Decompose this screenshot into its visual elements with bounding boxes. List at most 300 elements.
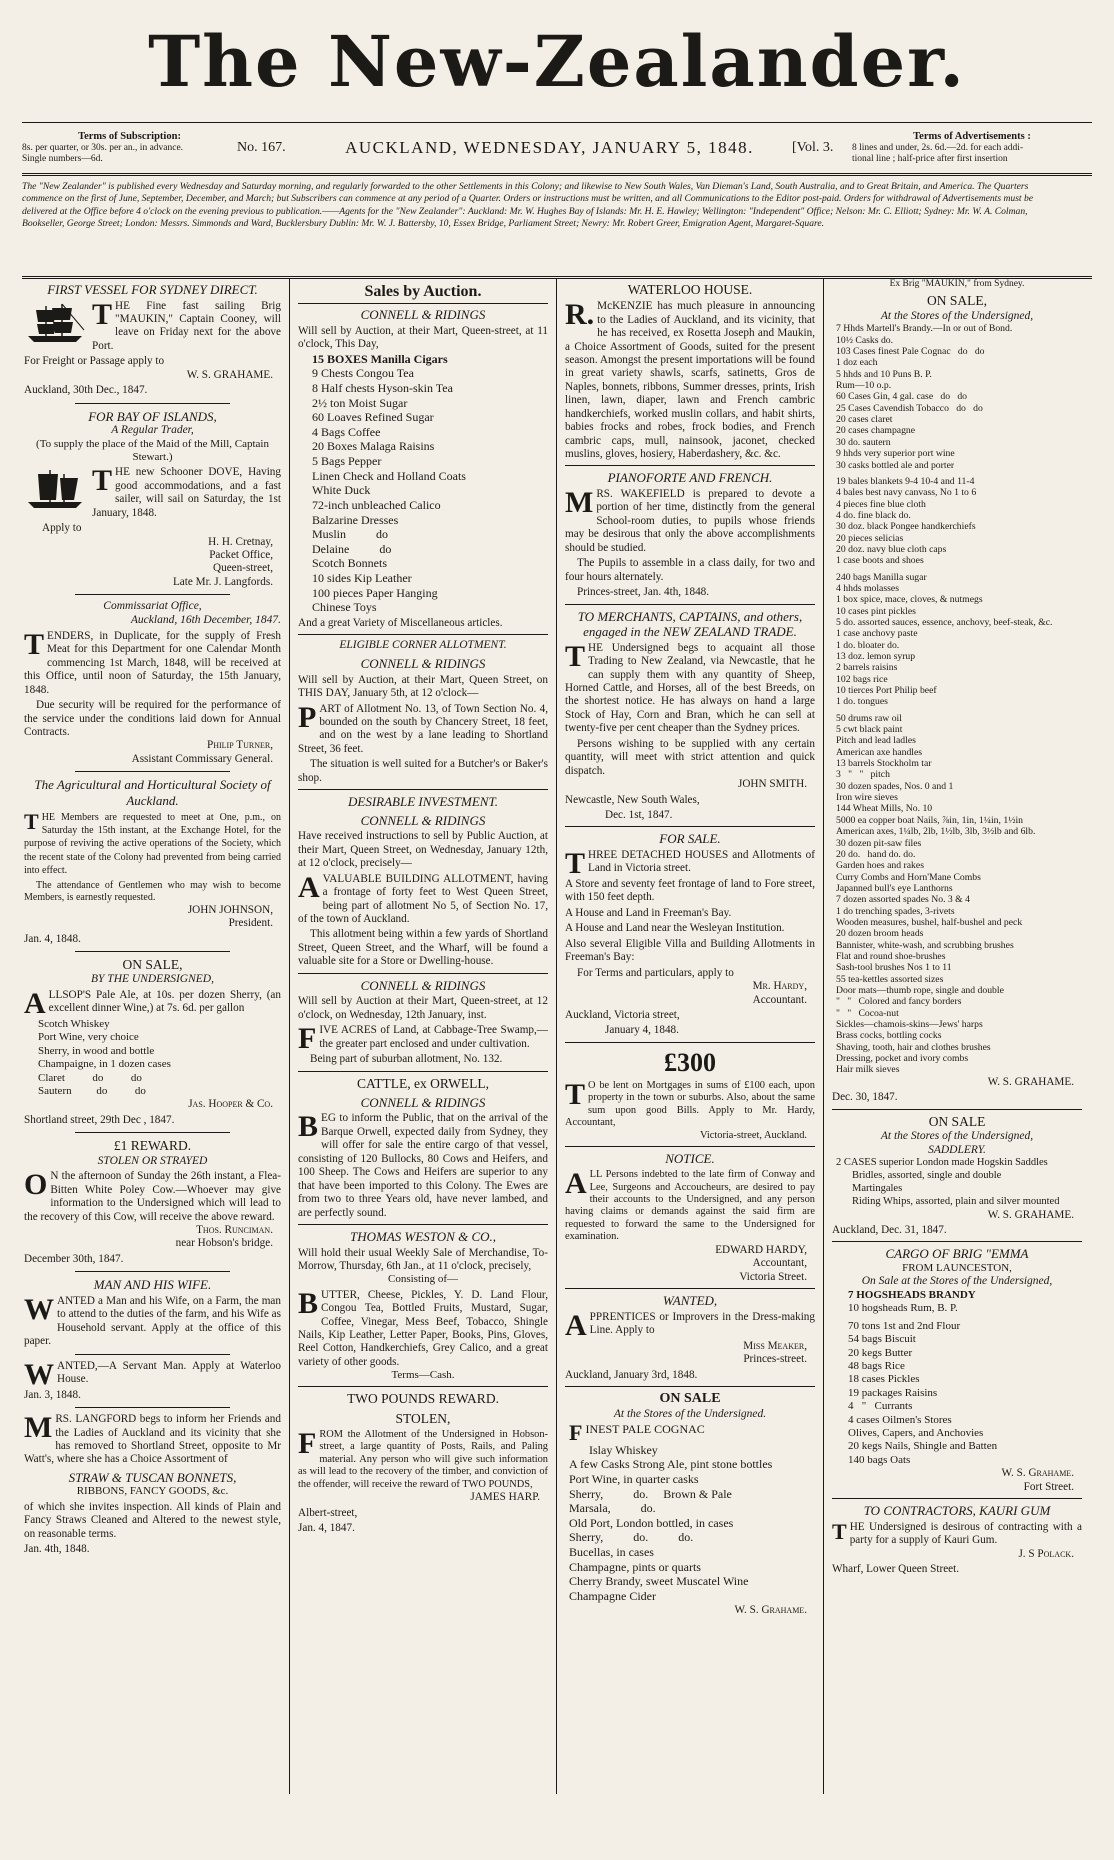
advert-body: The situation is well suited for a Butcher's or Baker's shop. xyxy=(298,758,548,784)
drop-cap: T xyxy=(92,297,113,331)
list-item: American axe handles xyxy=(836,746,923,758)
list-item: 20 doz. navy blue cloth caps xyxy=(836,543,947,555)
list-item: 30 doz. black Pongee handkerchiefs xyxy=(836,521,976,533)
dateline xyxy=(22,123,1092,173)
list-item: 72-inch unbleached Calico xyxy=(312,497,441,512)
advert-body: ANTED,—A Servant Man. Apply at Waterloo House. xyxy=(57,1359,281,1386)
place-and-date: AUCKLAND, WEDNESDAY, JANUARY 5, 1848. xyxy=(345,138,754,158)
divider xyxy=(565,1146,815,1147)
advert-body: Will sell by Auction, at their Mart, Queen Street, on THIS DAY, January 5th, at 12 o'clock— xyxy=(298,673,548,700)
list-item: Flat and round shoe-brushes xyxy=(836,950,946,962)
advert-body: LLSOP'S Pale Ale, at 10s. per dozen Sherry, (an excellent dinner Wine,) at 7s. 6d. per gallon xyxy=(48,989,281,1015)
advert-body: This allotment being within a few yards of Shortland Street, Queen Street, and the Wharf, will be found a valuable site for a Store or Dwelling-house. xyxy=(298,928,548,968)
list-item: 2 barrels raisins xyxy=(836,662,898,674)
advert-body: Persons wishing to be supplied with any certain quantity, will meet with strict attention and quick dispatch. xyxy=(565,737,815,777)
advert-date: December 30th, 1847. xyxy=(24,1252,124,1265)
list-item: 4 Bags Coffee xyxy=(312,424,381,439)
advert-subtitle: At the Stores of the Undersigned. xyxy=(613,1407,767,1420)
advert-signature: Mr. Hardy, xyxy=(752,980,807,993)
column-2 xyxy=(289,279,556,1794)
list-item: 55 tea-kettles assorted sizes xyxy=(836,973,944,985)
list-item: 20 kegs Butter xyxy=(848,1346,913,1359)
divider xyxy=(565,465,815,466)
item-list xyxy=(565,1422,815,1604)
masthead-title: The New-Zealander. xyxy=(148,20,966,103)
advert-body: ENDERS, in Duplicate, for the supply of Fresh Meat for this Department for one Calendar Month commencing 1st March, 1848, will be received at this Office, until noon of Saturday, the 15th January, 1848. xyxy=(24,629,281,696)
list-item: 1 case anchovy paste xyxy=(836,628,918,640)
advert-body: And a great Variety of Miscellaneous articles. xyxy=(298,616,503,629)
advert-signature: Miss Meaker, xyxy=(743,1339,807,1352)
list-item: 5 cwt black paint xyxy=(836,724,903,736)
divider xyxy=(565,1042,815,1043)
list-item: Wooden measures, bushel, half-bushel and peck xyxy=(836,916,1023,928)
divider xyxy=(298,634,548,635)
list-item: Riding Whips, assorted, plain and silver mounted xyxy=(852,1195,1060,1207)
advert-signature: Thos. Runciman. xyxy=(196,1224,273,1237)
advert-address: Victoria-street, Auckland. xyxy=(700,1129,807,1141)
advert-body: RS. LANGFORD begs to inform her Friends and the Ladies of Auckland and its vicinity that she has removed to Shortland Street, opposite to Mr Watt's, where she has a Choice Assortment of xyxy=(24,1413,281,1466)
advert-date: Auckland, 16th December, 1847. xyxy=(130,614,281,627)
list-item: 140 bags Oats xyxy=(848,1453,911,1466)
advert-ex-maukin xyxy=(832,279,1082,1105)
list-item: Japanned bull's eye Lanthorns xyxy=(836,882,953,894)
list-item: Sherry, do. Brown & Pale xyxy=(569,1486,732,1501)
advert-subtitle: CONNELL & RIDINGS xyxy=(360,1094,486,1110)
list-item: 4 hhds molasses xyxy=(836,582,899,594)
list-item: Brass cocks, bottling cocks xyxy=(836,1030,942,1042)
advert-body: Have received instructions to sell by Public Auction, at their Mart, Queen Street, on Wednesday, January 12th, at 12 o'clock, precisely— xyxy=(298,830,548,870)
advert-title: ON SALE, xyxy=(927,293,987,309)
advert-body: HE new Schooner DOVE, Having good accommodations, and a fast sailer, will sail on Saturday, the 1st January, 1848. xyxy=(92,466,281,519)
list-item: Scotch Whiskey xyxy=(38,1018,110,1030)
list-item: Port Wine, in quarter casks xyxy=(569,1471,699,1486)
advert-300-pounds xyxy=(565,1047,815,1143)
advert-title: WANTED, xyxy=(662,1293,718,1309)
list-item: Sautern do do xyxy=(38,1085,146,1098)
auction-connell-goods xyxy=(298,307,548,630)
list-item: 9 hhds very superior port wine xyxy=(836,448,955,460)
list-item: 30 casks bottled ale and porter xyxy=(836,459,955,471)
item-list xyxy=(298,352,548,615)
advert-body: Being part of suburban allotment, No. 132. xyxy=(310,1053,503,1066)
drop-cap: B xyxy=(298,1286,319,1320)
advert-signature: Accountant. xyxy=(752,993,807,1006)
list-item: Old Port, London bottled, in cases xyxy=(569,1515,734,1530)
list-item: 7 HOGSHEADS BRANDY xyxy=(848,1289,976,1302)
subscription-terms xyxy=(22,131,237,165)
divider xyxy=(565,826,815,827)
advert-signature: President. xyxy=(228,917,273,930)
list-item: Bridles, assorted, single and double xyxy=(852,1170,1002,1182)
divider xyxy=(832,1498,1082,1499)
list-item: Sherry, in wood and bottle xyxy=(38,1044,155,1057)
advert-commissariat-tenders xyxy=(24,600,281,766)
drop-cap: F xyxy=(569,1421,583,1443)
drop-cap: T xyxy=(565,1078,586,1111)
list-item: Iron wire sieves xyxy=(836,792,898,804)
advert-body: Terms—Cash. xyxy=(391,1369,455,1382)
list-item: 5 hhds and 10 Puns B. P. xyxy=(836,368,932,380)
column-4 xyxy=(823,279,1090,1794)
advert-body: PPRENTICES or Improvers in the Dress-making Line. Apply to xyxy=(589,1310,815,1337)
list-item: 103 Cases finest Pale Cognac do do xyxy=(836,346,985,358)
list-item: 30 dozen spades, Nos. 0 and 1 xyxy=(836,780,954,792)
advert-notice-conway-lee xyxy=(565,1151,815,1284)
drop-cap: O xyxy=(24,1168,48,1202)
advert-man-and-wife xyxy=(24,1277,281,1348)
list-item: 1 box spice, mace, cloves, & nutmegs xyxy=(836,594,983,606)
advert-subtitle: RIBBONS, FANCY GOODS, &c. xyxy=(76,1485,229,1498)
list-item: American axes, 1¼lb, 2lb, 1½lb, 3lb, 3½lb and 6lb. xyxy=(836,826,1036,838)
list-item: Shaving, tooth, hair and clothes brushes xyxy=(836,1041,991,1053)
list-item: 1 do. tongues xyxy=(836,696,888,708)
list-item: 10 sides Kip Leather xyxy=(312,571,412,586)
list-item: 240 bags Manilla sugar xyxy=(836,571,927,583)
list-item: 7 dozen assorted spades No. 3 & 4 xyxy=(836,894,970,906)
list-item: 1 doz each xyxy=(836,357,878,369)
subscription-terms-line: 8s. per quarter, or 30s. per an., in advance. xyxy=(22,143,184,154)
advert-address: Auckland, Victoria street, xyxy=(565,1008,680,1021)
advertisement-terms-line: 8 lines and under, 2s. 6d.—2d. for each addi- xyxy=(852,143,1024,154)
advert-sydney-vessel xyxy=(24,282,281,398)
drop-cap: A xyxy=(24,987,46,1020)
advert-title: MAN AND HIS WIFE. xyxy=(93,1277,212,1293)
list-item: Scotch Bonnets xyxy=(312,556,387,571)
auction-cattle-orwell xyxy=(298,1076,548,1220)
advert-subtitle: At the Stores of the Undersigned, xyxy=(880,309,1034,322)
advert-header: Ex Brig "MAUKIN," from Sydney. xyxy=(889,279,1025,289)
advert-body: Will sell by Auction, at their Mart, Queen-street, at 11 o'clock, This Day, xyxy=(298,324,548,351)
column-3 xyxy=(556,279,823,1794)
advert-body: ROM the Allotment of the Undersigned in Hobson-street, a large quantity of Posts, Rails, and Paling material. Any person who will give such information as will lead to the recovery of the timber, and conviction of the offender, will receive the reward of TWO POUNDS, xyxy=(298,1428,548,1490)
list-item: 8 Half chests Hyson-skin Tea xyxy=(312,380,453,395)
advert-date: Jan. 4, 1848. xyxy=(24,932,81,945)
list-item: 20 Boxes Malaga Raisins xyxy=(312,439,435,454)
list-item: 13 doz. lemon syrup xyxy=(836,651,916,662)
list-item: 5 Bags Pepper xyxy=(312,454,382,469)
section-header: Sales by Auction. xyxy=(364,283,482,300)
list-item: 1 do. bloater do. xyxy=(836,639,900,651)
list-item: 7 Hhds Martell's Brandy.—In or out of Bond. xyxy=(836,323,1013,335)
list-item: 10 cases pint pickles xyxy=(836,605,916,617)
advert-title: TO MERCHANTS, CAPTAINS, and others, engaged in the NEW ZEALAND TRADE. xyxy=(577,608,803,640)
advert-title: CARGO OF BRIG "EMMA xyxy=(885,1246,1029,1262)
advert-signature: JOHN SMITH. xyxy=(738,778,807,791)
list-item: 30 dozen pit-saw files xyxy=(836,837,922,849)
advert-reward-cow xyxy=(24,1138,281,1266)
drop-cap: P xyxy=(298,700,317,734)
advert-title: TWO POUNDS REWARD. xyxy=(347,1391,499,1407)
volume-number: [Vol. 3. xyxy=(792,139,834,155)
advert-waterloo-house xyxy=(565,282,815,461)
item-list xyxy=(832,1289,1082,1467)
divider xyxy=(75,1132,229,1133)
list-item: 4 do. fine black do. xyxy=(836,509,911,521)
advert-signature: Princes-street. xyxy=(743,1353,807,1366)
advert-date: January 4, 1848. xyxy=(605,1024,679,1037)
advertisement-terms-title: Terms of Advertisements : xyxy=(913,131,1031,143)
columns xyxy=(22,279,1092,1794)
list-item: A few Casks Strong Ale, pint stone bottles xyxy=(569,1457,773,1472)
list-item: 1 do trenching spades, 3-rivets xyxy=(836,905,955,917)
advert-address: Newcastle, New South Wales, xyxy=(565,793,700,806)
advert-date: Princes-street, Jan. 4th, 1848. xyxy=(577,586,710,599)
auction-five-acres xyxy=(298,978,548,1067)
issue-number: No. 167. xyxy=(237,139,286,155)
advert-body: The attendance of Gentlemen who may wish to become Members, is earnestly requested. xyxy=(24,879,281,903)
advert-body: The Pupils to assemble in a class daily, for two and four hours alternately. xyxy=(565,557,815,583)
advert-title: TO CONTRACTORS, KAURI GUM xyxy=(863,1503,1051,1519)
list-item: Olives, Capers, and Anchovies xyxy=(848,1427,984,1440)
list-item: Linen Check and Holland Coats xyxy=(312,468,466,483)
advert-on-sale-cognac xyxy=(565,1391,815,1617)
advert-title: ON SALE xyxy=(659,1391,721,1407)
advert-title: ELIGIBLE CORNER ALLOTMENT. xyxy=(339,639,507,652)
list-item: Chinese Toys xyxy=(312,600,377,615)
divider xyxy=(75,594,229,595)
list-item: 20 cases claret xyxy=(836,414,893,426)
list-item: Curry Combs and Horn'Mane Combs xyxy=(836,871,981,883)
advert-body: McKENZIE has much pleasure in announcing to the Ladies of Auckland, and its vicinity, that he has received, ex Rosetta Joseph and Maukin, a Choice Assortment of Goods, suited for the present season. Amongst the present importations will be found in great variety shawls, scarfs, satinetts, Gros de Naples, bonnets, ribbons, Summer dresses, prints, Irish linen, lawn, diaper, lawn and French cambric handkerchiefs, worked muslin collars, and habit shirts, babies frocks and robes, frock bodies, and French cambric caps, mull, nainsook, jaconet, checked muslins, gloves, hosiery, Haberdashery, &c. &c. xyxy=(565,300,815,460)
divider xyxy=(298,1224,548,1225)
list-item: 5000 ea copper boat Nails, ⅞in, 1in, 1¼in, 1½in xyxy=(836,814,1023,826)
list-item: 10½ Casks do. xyxy=(836,334,894,346)
advert-date: Auckland, Dec. 31, 1847. xyxy=(832,1224,947,1236)
list-item: Hair milk sieves xyxy=(836,1064,900,1076)
advert-signature: Assistant Commissary General. xyxy=(131,752,273,765)
advert-body: For Freight or Passage apply to xyxy=(24,355,165,368)
item-list xyxy=(832,323,1082,1075)
advert-title: FOR BAY OF ISLANDS, xyxy=(88,408,217,424)
drop-cap: F xyxy=(298,1426,317,1460)
advert-date: Shortland street, 29th Dec , 1847. xyxy=(24,1113,175,1126)
advert-subtitle: SADDLERY. xyxy=(928,1143,986,1156)
list-item: 144 Wheat Mills, No. 10 xyxy=(836,803,933,815)
advert-subtitle: BY THE UNDERSIGNED, xyxy=(91,973,214,986)
advert-signature: H. H. Cretnay, xyxy=(208,535,273,548)
list-item: Claret do do xyxy=(38,1071,142,1084)
advert-on-sale-hooper xyxy=(24,957,281,1127)
list-item: 4 cases Oilmen's Stores xyxy=(848,1413,952,1426)
divider xyxy=(298,1071,548,1072)
advert-signature: W. S. GRAHAME. xyxy=(186,368,273,381)
list-item: Sherry, do. do. xyxy=(569,1530,694,1545)
advert-langford-bonnets xyxy=(24,1413,281,1556)
list-item: Dressing, pocket and ivory combs xyxy=(836,1053,969,1065)
list-item: 2 CASES superior London made Hogskin Saddles xyxy=(836,1157,1048,1169)
advert-title: FOR SALE. xyxy=(659,831,721,847)
advert-body: EG to inform the Public, that on the arrival of the Barque Orwell, expected daily from Sydney, they will offer for sale the entire cargo of that vessel, consisting of 120 Bullocks, 80 Cows and Heifers, and 100 Sheep. The Cows and Heifers are superior to any that have been imported to this Colony. The Ewes are from two to three Years old, have never lambed, and are perfectly sound. xyxy=(298,1112,548,1219)
divider xyxy=(75,1271,229,1272)
divider xyxy=(298,973,548,974)
advert-signature: Jas. Hooper & Co. xyxy=(188,1098,273,1111)
advert-wanted-apprentices xyxy=(565,1293,815,1382)
advert-body: O be lent on Mortgages in sums of £100 each, upon property in the town or suburbs. Also, about the same sum upon good Bills. Apply to Mr. Hardy, Accountant, xyxy=(565,1080,815,1129)
list-item: Port Wine, very choice xyxy=(38,1031,139,1044)
advert-body: VALUABLE BUILDING ALLOTMENT, having a frontage of forty feet to West Queen Street, being part of allotment No 5, of Section No. 17, of the town of Auckland. xyxy=(298,872,548,926)
advert-signature: Late Mr. J. Langfords. xyxy=(172,575,273,588)
advert-title: CONNELL & RIDINGS xyxy=(360,977,486,993)
advert-title: WATERLOO HOUSE. xyxy=(627,282,753,297)
advert-signature: W. S. GRAHAME. xyxy=(987,1208,1074,1221)
advert-body: Will sell by Auction at their Mart, Queen-street, at 12 o'clock, on Wednesday, 12th January, inst. xyxy=(298,995,548,1021)
auction-corner-allotment xyxy=(298,639,548,785)
advert-body: Due security will be required for the performance of the service under the conditions laid down for Annual Contracts. xyxy=(24,699,281,739)
drop-cap: B xyxy=(298,1110,319,1144)
list-item: 54 bags Biscuit xyxy=(848,1333,916,1346)
advert-signature: EDWARD HARDY, xyxy=(715,1243,807,1256)
list-item: A House and Land near the Wesleyan Institution. xyxy=(565,922,785,935)
divider xyxy=(832,1241,1082,1242)
list-item: 10 tierces Port Philip beef xyxy=(836,685,937,697)
drop-cap: A xyxy=(298,870,320,904)
advert-subtitle: Consisting of— xyxy=(388,1273,458,1286)
divider xyxy=(298,303,548,304)
divider xyxy=(565,1386,815,1387)
list-item: 50 drums raw oil xyxy=(836,712,902,724)
advert-title: CATTLE, ex ORWELL, xyxy=(357,1075,489,1091)
advert-subtitle: On Sale at the Stores of the Undersigned, xyxy=(861,1275,1053,1288)
advert-title: CONNELL & RIDINGS xyxy=(360,307,486,323)
advert-body: N the afternoon of Sunday the 26th instant, a Flea-Bitten White Poley Cow.—Whoever may give information to the Undersigned which will lead to the recovery of this Cow, will receive the above reward. xyxy=(24,1170,281,1223)
advert-subtitle: Commissariat Office, xyxy=(103,600,202,613)
advert-signature: Philip Turner, xyxy=(206,739,273,752)
advert-bay-of-islands xyxy=(24,409,281,590)
advert-date: Jan. 4th, 1848. xyxy=(24,1542,90,1555)
divider xyxy=(565,1288,815,1289)
advert-body: HE Undersigned begs to acquaint all those Trading to New Zealand, via Newcastle, that he can supply them with any quantity of Sheep, Horned Cattle, and Horses, all of the best Breeds, on the shortest notice. He has always on hand a large Stock of Hay, Corn and Bran, which he can sell at twenty-five per cent cheaper than the Sydney prices. xyxy=(565,641,815,735)
advert-body: LL Persons indebted to the late firm of Conway and Lee, Surgeons and Accoucheurs, are desired to pay their accounts to the Undersigned, and any person having claims or demands against the said firm are requested to forward the same to the Undersigned for examination. xyxy=(565,1169,815,1243)
list-item: 15 BOXES Manilla Cigars xyxy=(312,351,448,366)
advert-subtitle: STOLEN OR STRAYED xyxy=(97,1154,208,1167)
list-item: Martingales xyxy=(852,1182,903,1194)
drop-cap: F xyxy=(298,1022,317,1056)
drop-cap: M xyxy=(565,486,594,520)
drop-cap: T xyxy=(24,808,39,834)
list-item: 25 Cases Cavendish Tobacco do do xyxy=(836,402,983,414)
advert-date: Dec. 1st, 1847. xyxy=(605,808,673,821)
ship-icon xyxy=(24,300,86,346)
advert-kauri-gum xyxy=(832,1503,1082,1576)
divider xyxy=(75,1407,229,1408)
advert-body: HE Fine fast sailing Brig "MAUKIN," Captain Cooney, will leave on Friday next for the above Port. xyxy=(92,299,281,352)
list-item: FINEST PALE COGNAC xyxy=(569,1421,705,1443)
advert-body: ART of Allotment No. 13, of Town Section No. 4, bounded on the south by Chancery Street, 18 feet, and on the west by a lane leading to Shortland Street, 36 feet. xyxy=(298,702,548,755)
list-item: Cherry Brandy, sweet Muscatel Wine xyxy=(569,1574,749,1589)
advert-body: Apply to xyxy=(42,522,82,535)
list-item: Muslin do xyxy=(312,527,389,542)
advert-body: RS. WAKEFIELD is prepared to devote a portion of her time, distinctly from the general School-room duties, to pupils whose friends may be desirous that only the above accomplishments should be studied. xyxy=(565,488,815,554)
list-item: 19 bales blankets 9-4 10-4 and 11-4 xyxy=(836,475,975,487)
advert-title: STRAW & TUSCAN BONNETS, xyxy=(68,1469,237,1485)
advert-agricultural-society xyxy=(24,777,281,946)
drop-cap: T xyxy=(24,627,45,661)
list-item: Pitch and lead ladles xyxy=(836,735,916,747)
list-item: Door mats—thumb rope, single and double xyxy=(836,984,1004,996)
drop-cap: A xyxy=(565,1167,587,1201)
list-item: Sickles—chamois-skins—Jews' harps xyxy=(836,1019,983,1030)
item-list xyxy=(832,1157,1082,1208)
list-item: 2½ ton Moist Sugar xyxy=(312,395,408,410)
advert-title: THOMAS WESTON & CO., xyxy=(349,1228,497,1244)
list-item: Bucellas, in cases xyxy=(569,1545,654,1560)
advert-address: Wharf, Lower Queen Street. xyxy=(832,1563,960,1576)
advert-signature: Victoria Street. xyxy=(739,1270,807,1283)
list-item: A House and Land in Freeman's Bay. xyxy=(565,906,732,919)
advert-body: HREE DETACHED HOUSES and Allotments of Land in Victoria street. xyxy=(588,849,815,875)
advert-signature: Queen-street, xyxy=(213,562,273,575)
list-item: " " Cocoa-nut xyxy=(836,1007,899,1019)
list-item: Champaigne, in 1 dozen cases xyxy=(38,1058,171,1071)
advert-cargo-emma xyxy=(832,1246,1082,1494)
list-item: Delaine do xyxy=(312,541,392,556)
advert-signature: W. S. Grahame. xyxy=(734,1603,807,1616)
divider xyxy=(298,1386,548,1387)
list-item: 9 Chests Congou Tea xyxy=(312,366,414,381)
advertisement-terms xyxy=(852,131,1092,165)
list-item: 20 cases champagne xyxy=(836,425,916,437)
advert-saddlery xyxy=(832,1114,1082,1238)
column-1 xyxy=(22,279,289,1794)
advert-body: HE Undersigned is desirous of contracting with a party for a supply of Kauri Gum. xyxy=(849,1520,1082,1547)
list-item: Champagne Cider xyxy=(569,1588,656,1603)
list-item: 5 do. assorted sauces, essence, anchovy, beef-steak, &c. xyxy=(836,616,1053,628)
list-item: Champagne, pints or quarts xyxy=(569,1559,701,1574)
drop-cap: W xyxy=(24,1292,54,1326)
list-item: Garden hoes and rakes xyxy=(836,860,924,872)
drop-cap: W xyxy=(24,1357,54,1391)
divider xyxy=(75,403,229,404)
advert-body: HE Members are requested to meet at One, p.m., on Saturday the 15th instant, at the Exchange Hotel, for the purpose of reviving the active operations of the Society, which the recent state of the Colony had prevented from being carried into effect. xyxy=(24,811,281,877)
list-item: 20 pieces selicias xyxy=(836,532,904,544)
subscription-terms-line: Single numbers—6d. xyxy=(22,154,103,165)
advert-subtitle: CONNELL & RIDINGS xyxy=(360,812,486,828)
divider xyxy=(75,951,229,952)
advertisement-terms-line: tional line ; half-price after first insertion xyxy=(852,154,1008,165)
list-item: 4 pieces fine blue cloth xyxy=(836,498,926,510)
advert-body: of which she invites inspection. All kinds of Plain and Fancy Straws Cleaned and Altered to the newest style, on reasonable terms. xyxy=(24,1500,281,1540)
divider xyxy=(565,604,815,605)
advert-title: ON SALE, xyxy=(122,957,183,973)
auction-desirable-investment xyxy=(298,794,548,969)
list-item: 4 bales best navy canvass, No 1 to 6 xyxy=(836,487,977,499)
list-item: 3 " " pitch xyxy=(836,769,890,781)
list-item: 13 barrels Stockholm tar xyxy=(836,758,932,770)
list-item: Balzarine Dresses xyxy=(312,512,399,527)
advert-body: ANTED a Man and his Wife, on a Farm, the man to attend to the duties of the farm, and his Wife as Household servant. Apply at the office of this paper. xyxy=(24,1294,281,1348)
advert-body: UTTER, Cheese, Pickles, Y. D. Land Flour, Congou Tea, Bottled Fruits, Mustard, Sugar, Coffee, Vinegar, Mess Beef, Tobacco, Shingle Nails, Kip Leather, Letter Paper, Books, Pins, Gloves, Reel Cotton, Handkerchiefs, Grey Calico, and a great variety of other goods. xyxy=(298,1288,548,1368)
list-item: 19 packages Raisins xyxy=(848,1386,938,1399)
list-item: A Store and seventy feet frontage of land to Fore street, with 150 feet depth. xyxy=(565,878,815,904)
advert-date: Auckland, 30th Dec., 1847. xyxy=(24,384,148,397)
list-item: 20 dozen broom heads xyxy=(836,928,924,940)
publication-notice: The "New Zealander" is published every Wednesday and Saturday morning, and regularly forwarded to the other Settlements in this Colony; and likewise to New South Wales, Van Dieman's Land, South Australia, and to Great Britain, and America. The Quarters commence on the first of June, September, December, and March; but Subscribers can commence at any period of a Quarter. Orders or instructions must be written, and all Communications to the Editor post-paid. Orders for withdrawal of Advertisements must be delivered at the Office before 4 o'clock on the evening previous to publication.——Agents for the "New Zealander": Auckland: Mr. W. Hughes Bay of Islands: Mr. H. E. Hawley; Wellington: "Independent" Office; Nelson: Mr. C. Elliott; Sydney: Mr. W. A. Colman, Bookseller, George Street; London: Messrs. Simmonds and Ward, Bucklersbury Dublin: Mr. W. J. Battersby, 10, Essex Bridge, Parliament Street; Newry: Mr. Robert Greer, Emigration Agent, Margaret-Square. xyxy=(22,181,1034,230)
advert-signature: J. S Polack. xyxy=(1018,1547,1074,1560)
list-item: Also several Eligible Villa and Building Allotments in Freeman's Bay: xyxy=(565,937,815,964)
list-item: Islay Whiskey xyxy=(589,1442,658,1457)
list-item: 30 do. sautern xyxy=(836,436,891,448)
list-item: " " Colored and fancy borders xyxy=(836,996,962,1008)
drop-cap: T xyxy=(832,1518,847,1544)
advert-subtitle: A Regular Trader, xyxy=(111,424,194,437)
advert-title: £1 REWARD. xyxy=(113,1138,192,1154)
list-item: 20 do. hand do. do. xyxy=(836,848,916,860)
subscription-terms-title: Terms of Subscription: xyxy=(78,131,181,143)
advert-two-pounds-reward xyxy=(298,1391,548,1535)
advert-date: Jan. 4, 1847. xyxy=(298,1522,355,1535)
advert-title: NOTICE. xyxy=(665,1151,715,1167)
list-item: Bannister, white-wash, and scrubbing brushes xyxy=(836,939,1014,951)
